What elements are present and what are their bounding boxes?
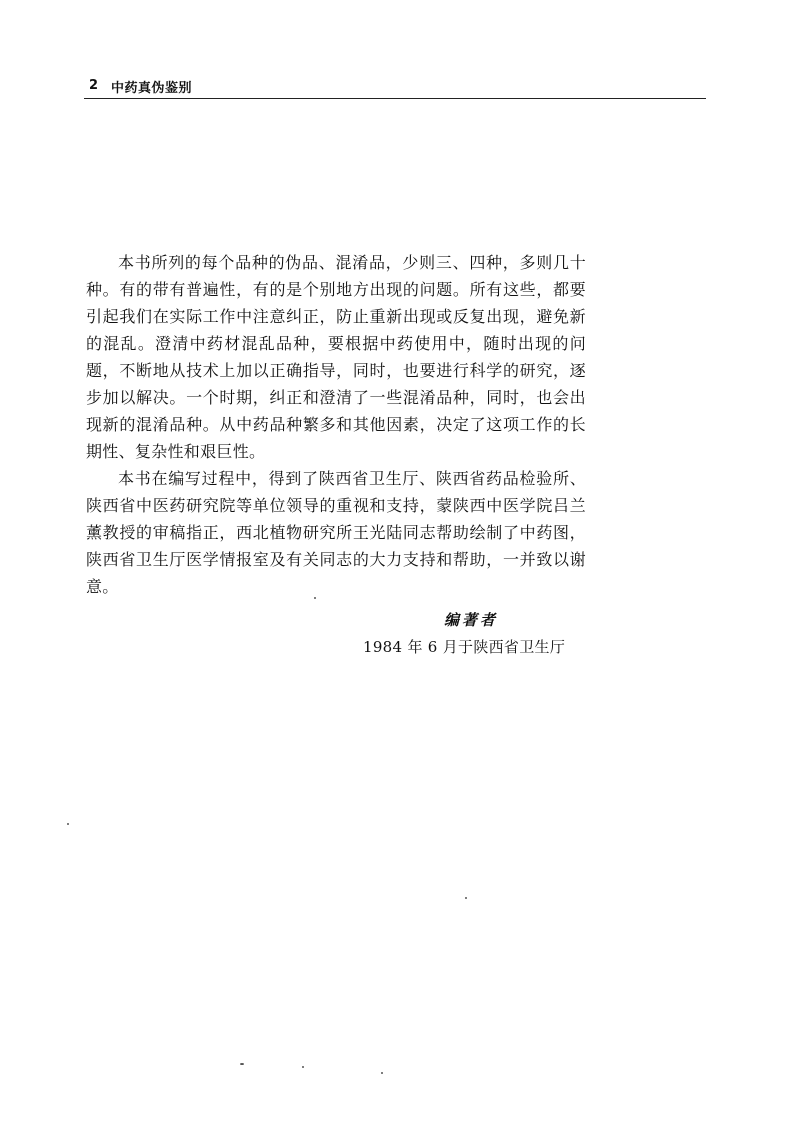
scan-speck <box>465 897 467 899</box>
author-signature: 编著者 <box>444 611 499 629</box>
page-number: 2 <box>89 78 99 93</box>
scan-speck <box>240 1063 244 1065</box>
paragraph-1: 本书所列的每个品种的伪品、混淆品，少则三、四种，多则几十种。有的带有普遍性，有的是个别地方出现的问题。所有这些，都要引起我们在实际工作中注意纠正，防止重新出现或反复出现，避免新的混乱。澄清中药材混乱品种，要根据中药使用中，随时出现的问题，不断地从技术上加以正确指导，同时，也要进行科学的研究，逐步加以解决。一个时期，纠正和澄清了一些混淆品种，同时，也会出现新的混淆品种。从中药品种繁多和其他因素，决定了这项工作的长期性、复杂性和艰巨性。 <box>86 253 586 461</box>
running-head-title: 中药真伪鉴别 <box>111 81 193 96</box>
page-header <box>84 76 706 99</box>
scan-speck <box>381 1072 383 1074</box>
scan-speck <box>314 597 316 599</box>
scan-speck <box>302 1066 304 1068</box>
preface-body <box>86 249 586 600</box>
paragraph-2: 本书在编写过程中，得到了陕西省卫生厅、陕西省药品检验所、陕西省中医药研究院等单位领导的重视和支持，蒙陕西中医学院吕兰薰教授的审稿指正，西北植物研究所王光陆同志帮助绘制了中药图，陕西省卫生厅医学情报室及有关同志的大力支持和帮助，一并致以谢意。 <box>86 469 586 596</box>
date-place-line: 1984 年 6 月于陕西省卫生厅 <box>363 638 566 656</box>
scan-speck <box>67 823 69 825</box>
